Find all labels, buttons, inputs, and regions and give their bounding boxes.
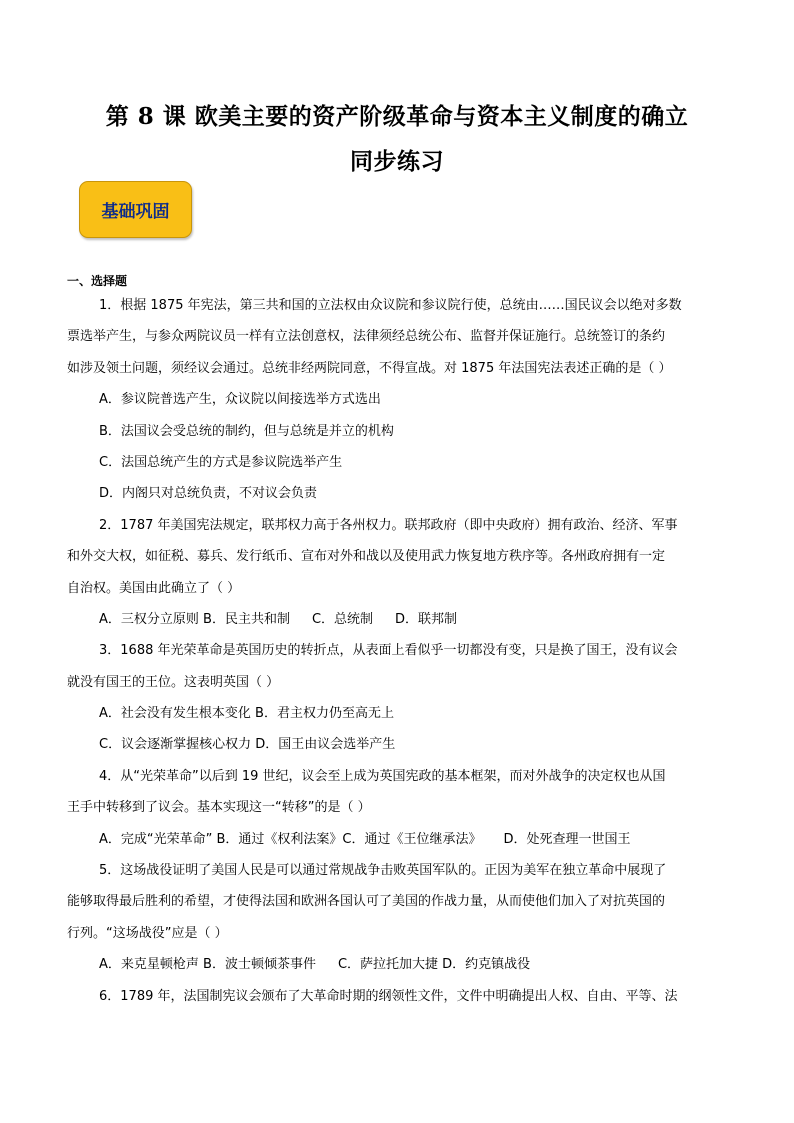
question-5-options-cd: C．萨拉托加大捷 D．约克镇战役 (337, 957, 531, 973)
question-4-line-1: 4．从“光荣革命”以后到 19 世纪，议会至上成为英国宪政的基本框架，而对外战争的决定权也从国 (99, 768, 666, 784)
question-1-option-d: D．内阁只对总统负责，不对议会负责 (99, 486, 318, 502)
question-1-line-3: 如涉及领土问题，须经议会通过。总统非经两院同意，不得宣战。对 1875 年法国宪法表述正确的是（ ） (67, 360, 672, 376)
question-5-line-1: 5．这场战役证明了美国人民是可以通过常规战争击败英国军队的。正因为美军在独立革命中展现了 (99, 863, 667, 879)
question-1-option-b: B．法国议会受总统的制约，但与总统是并立的机构 (99, 423, 394, 439)
question-3-options-cd: C．议会逐渐掌握核心权力 D．国王由议会选举产生 (99, 737, 396, 753)
section-badge (79, 181, 192, 238)
question-2-options (67, 604, 727, 635)
question-3-line-1: 3．1688 年光荣革命是英国历史的转折点，从表面上看似乎一切都没有变，只是换了国王，没有议会 (99, 643, 678, 659)
question-5-options-ab: A．来克星顿枪声 B．波士顿倾茶事件 (99, 957, 316, 973)
question-2-options-ab: A．三权分立原则 B．民主共和制 (99, 611, 290, 627)
question-1-option-a: A．参议院普选产生，众议院以间接选举方式选出 (99, 392, 381, 408)
question-2-line-1: 2．1787 年美国宪法规定，联邦权力高于各州权力。联邦政府（即中央政府）拥有政治、经济、军事 (99, 517, 678, 533)
question-2-option-c: C．总统制 (311, 611, 374, 627)
question-2-line-2: 和外交大权，如征税、募兵、发行纸币、宣布对外和战以及使用武力恢复地方秩序等。各州政府拥有一定 (67, 549, 666, 565)
question-1-line-1: 1．根据 1875 年宪法，第三共和国的立法权由众议院和参议院行使，总统由……国民议会以绝对多数 (99, 298, 682, 313)
question-4-line-2: 王手中转移到了议会。基本实现这一“转移”的是（ ） (67, 800, 371, 816)
question-4-options (67, 824, 727, 855)
question-5-line-2: 能够取得最后胜利的希望，才使得法国和欧洲各国认可了美国的作战力量，从而使他们加入了对抗英国的 (67, 894, 666, 910)
question-3-line-2: 就没有国王的王位。这表明英国（ ） (67, 674, 280, 690)
question-1-option-c: C．法国总统产生的方式是参议院选举产生 (99, 454, 343, 470)
page-title: 第 8 课 欧美主要的资产阶级革命与资本主义制度的确立 (105, 103, 689, 130)
question-3-options-ab: A．社会没有发生根本变化 B．君主权力仍至高无上 (99, 706, 394, 722)
question-5-line-3: 行列。“这场战役”应是（ ） (67, 925, 228, 941)
question-4-options-abc: A．完成“光荣革命” B．通过《权利法案》C．通过《王位继承法》 (99, 831, 482, 847)
question-4-option-d: D．处死查理一世国王 (503, 831, 631, 847)
question-2-line-3: 自治权。美国由此确立了（ ） (67, 580, 241, 596)
section-badge-label: 基础巩固 (101, 202, 170, 222)
question-list (67, 290, 727, 1012)
section-heading: 一、选择题 (67, 274, 128, 288)
question-2-option-d: D．联邦制 (395, 611, 458, 627)
page-subtitle: 同步练习 (350, 148, 444, 175)
question-6-line-1: 6．1789 年，法国制宪议会颁布了大革命时期的纲领性文件，文件中明确提出人权、自由、平等、法 (99, 988, 678, 1004)
question-5-options (67, 949, 727, 980)
question-1-line-2: 票选举产生，与参众两院议员一样有立法创意权，法律须经总统公布、监督并保证施行。总统签订的条约 (67, 329, 666, 345)
